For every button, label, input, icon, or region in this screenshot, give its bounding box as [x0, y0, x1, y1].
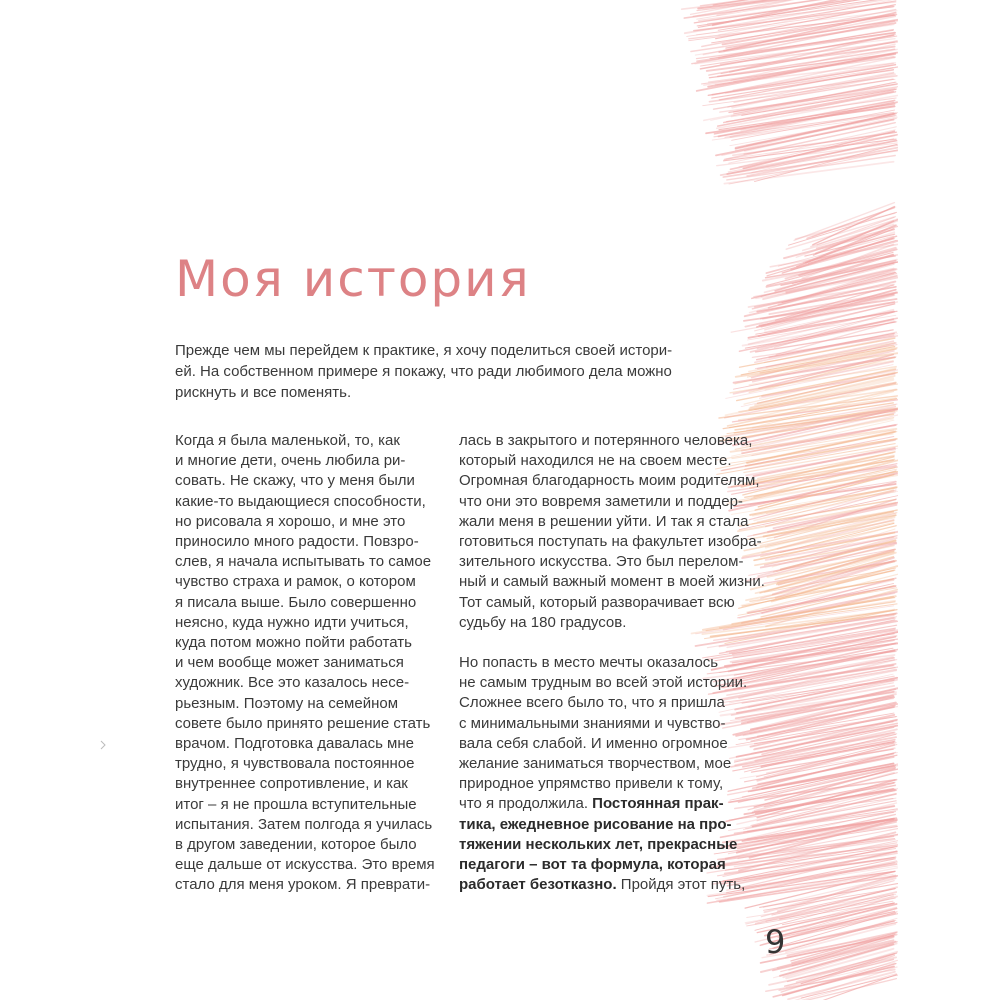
text-line: в другом заведении, которое было: [175, 836, 417, 854]
text-line: итог – я не прошла вступительные: [175, 795, 417, 813]
normal-text: что я продолжила.: [459, 795, 593, 813]
text-line: готовиться поступать на факультет изобра-: [459, 533, 762, 551]
text-line: желание заниматься творчеством, мое: [459, 755, 732, 773]
text-line: Но попасть в место мечты оказалось: [459, 654, 719, 672]
text-line: совете было принято решение стать: [175, 714, 431, 732]
text-line: врачом. Подготовка давалась мне: [175, 735, 414, 753]
text-line: жали меня в решении уйти. И так я стала: [459, 512, 749, 530]
intro-line: рискнуть и все поменять.: [175, 384, 352, 401]
bold-text: тика, ежедневное рисование на про-: [459, 815, 732, 833]
text-line: внутреннее сопротивление, и как: [175, 775, 408, 793]
text-line: я писала выше. Было совершенно: [175, 593, 417, 611]
text-line: совать. Не скажу, что у меня были: [175, 472, 415, 490]
mixed-text-line: [459, 835, 759, 855]
intro-line: Прежде чем мы перейдем к практике, я хочу поделиться своей истори-: [175, 342, 673, 359]
mixed-text-line: [459, 815, 759, 835]
text-line: Сложнее всего было то, что я пришла: [459, 694, 725, 712]
text-line: вала себя слабой. И именно огромное: [459, 734, 728, 752]
page-number: 9: [765, 923, 786, 961]
mixed-text-line: [459, 875, 759, 895]
intro-line: ей. На собственном примере я покажу, что ради любимого дела можно: [175, 363, 672, 380]
text-line: и многие дети, очень любила ри-: [175, 452, 406, 470]
text-line: Когда я была маленькой, то, как: [175, 432, 400, 449]
text-line: не самым трудным во всей этой истории.: [459, 674, 748, 692]
text-line: какие-то выдающиеся способности,: [175, 492, 426, 510]
page-title: Моя история: [175, 250, 531, 308]
text-line: ный и самый важный момент в моей жизни.: [459, 573, 765, 591]
bold-text: работает безотказно.: [459, 876, 617, 894]
bold-text: педагоги – вот та формула, которая: [459, 856, 726, 874]
left-column: [175, 431, 450, 896]
text-line: рьезным. Поэтому на семейном: [175, 694, 399, 712]
text-line: и чем вообще может заниматься: [175, 654, 404, 672]
text-line: лась в закрытого и потерянного человека,: [459, 432, 753, 449]
text-line: приносило много радости. Повзро-: [175, 533, 419, 551]
text-line: испытания. Затем полгода я училась: [175, 815, 433, 833]
text-line: еще дальше от искусства. Это время: [175, 856, 435, 874]
right-column: [459, 431, 765, 895]
paragraph-gap: [459, 633, 759, 653]
text-line: неясно, куда нужно идти учиться,: [175, 613, 409, 631]
normal-text: Пройдя этот путь,: [616, 876, 746, 894]
text-line: что они это вовремя заметили и поддер-: [459, 492, 743, 510]
text-line: Тот самый, который разворачивает всю: [459, 593, 735, 611]
text-line: куда потом можно пойти работать: [175, 634, 412, 652]
edge-mark-icon: [100, 740, 106, 750]
text-line: трудно, я чувствовала постоянное: [175, 755, 415, 773]
text-line: слев, я начала испытывать то самое: [175, 553, 432, 571]
text-line: Огромная благодарность моим родителям,: [459, 472, 760, 490]
intro-paragraph: [175, 340, 735, 403]
text-line: но рисовала я хорошо, и мне это: [175, 512, 406, 530]
text-line: стало для меня уроком. Я преврати-: [175, 876, 431, 894]
text-line: судьбу на 180 градусов.: [459, 613, 627, 631]
mixed-text-line: [459, 855, 759, 875]
text-line: чувство страха и рамок, о котором: [175, 573, 416, 591]
page-margin: [898, 0, 1000, 1000]
text-line: природное упрямство привели к тому,: [459, 775, 724, 793]
text-line: с минимальными знаниями и чувство-: [459, 714, 726, 732]
text-line: который находился не на своем месте.: [459, 452, 732, 470]
text-line: художник. Все это казалось несе-: [175, 674, 410, 692]
bold-text: Постоянная прак-: [592, 795, 724, 813]
mixed-text-line: [459, 794, 759, 814]
bold-text: тяжении нескольких лет, прекрасные: [459, 835, 738, 853]
text-line: зительного искусства. Это был перелом-: [459, 553, 744, 571]
